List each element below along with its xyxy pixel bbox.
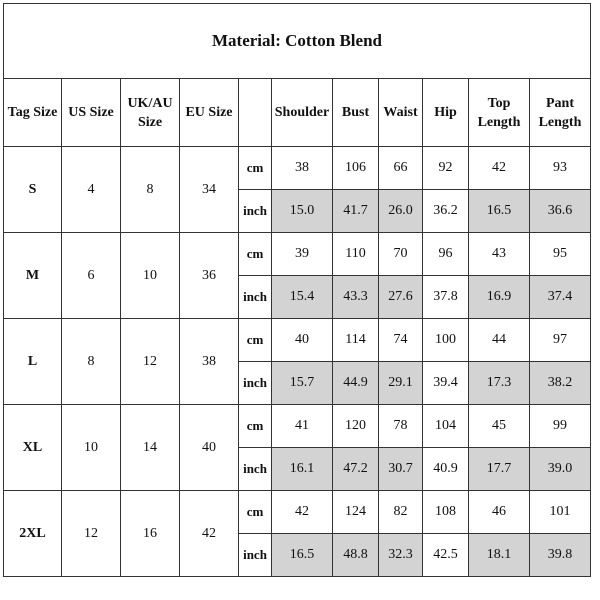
hip-cm-value: 104	[423, 405, 469, 448]
tag-size-cell: S	[4, 147, 62, 233]
bust-cm-value: 124	[333, 491, 379, 534]
unit-inch-label: inch	[239, 448, 272, 491]
unit-inch-label: inch	[239, 190, 272, 233]
waist-cm-value: 74	[379, 319, 423, 362]
unit-inch-label: inch	[239, 276, 272, 319]
pant-length-inch-value: 39.8	[530, 534, 591, 577]
hip-cm-value: 108	[423, 491, 469, 534]
hip-inch-value: 36.2	[423, 190, 469, 233]
uk-au-size-cell: 8	[121, 147, 180, 233]
unit-cm-label: cm	[239, 233, 272, 276]
uk-au-size-cell: 10	[121, 233, 180, 319]
us-size-cell: 8	[62, 319, 121, 405]
tag-size-cell: XL	[4, 405, 62, 491]
bust-cm-value: 106	[333, 147, 379, 190]
pant-length-cm-value: 95	[530, 233, 591, 276]
shoulder-cm-value: 38	[272, 147, 333, 190]
waist-inch-value: 30.7	[379, 448, 423, 491]
us-size-cell: 4	[62, 147, 121, 233]
tag-size-cell: L	[4, 319, 62, 405]
unit-inch-label: inch	[239, 362, 272, 405]
unit-inch-label: inch	[239, 534, 272, 577]
pant-length-cm-value: 99	[530, 405, 591, 448]
top-length-inch-value: 17.3	[469, 362, 530, 405]
header-shoulder: Shoulder	[272, 79, 333, 147]
hip-inch-value: 40.9	[423, 448, 469, 491]
bust-inch-value: 44.9	[333, 362, 379, 405]
size-row-cm	[4, 491, 591, 534]
top-length-cm-value: 44	[469, 319, 530, 362]
top-length-inch-value: 16.5	[469, 190, 530, 233]
header-eu-size: EU Size	[180, 79, 239, 147]
header-bust: Bust	[333, 79, 379, 147]
pant-length-inch-value: 38.2	[530, 362, 591, 405]
pant-length-inch-value: 39.0	[530, 448, 591, 491]
unit-cm-label: cm	[239, 491, 272, 534]
header-pant-length: Pant Length	[530, 79, 591, 147]
us-size-cell: 12	[62, 491, 121, 577]
header-row	[4, 79, 591, 147]
top-length-cm-value: 46	[469, 491, 530, 534]
uk-au-size-cell: 16	[121, 491, 180, 577]
header-top-length: Top Length	[469, 79, 530, 147]
bust-cm-value: 114	[333, 319, 379, 362]
unit-cm-label: cm	[239, 405, 272, 448]
bust-cm-value: 120	[333, 405, 379, 448]
waist-cm-value: 66	[379, 147, 423, 190]
hip-inch-value: 42.5	[423, 534, 469, 577]
bust-cm-value: 110	[333, 233, 379, 276]
top-length-inch-value: 16.9	[469, 276, 530, 319]
waist-inch-value: 32.3	[379, 534, 423, 577]
shoulder-cm-value: 41	[272, 405, 333, 448]
pant-length-inch-value: 36.6	[530, 190, 591, 233]
hip-cm-value: 100	[423, 319, 469, 362]
waist-inch-value: 26.0	[379, 190, 423, 233]
pant-length-inch-value: 37.4	[530, 276, 591, 319]
top-length-cm-value: 43	[469, 233, 530, 276]
hip-cm-value: 92	[423, 147, 469, 190]
header-us-size: US Size	[62, 79, 121, 147]
pant-length-cm-value: 93	[530, 147, 591, 190]
us-size-cell: 6	[62, 233, 121, 319]
material-title: Material: Cotton Blend	[4, 4, 591, 79]
header-uk-au-size: UK/AU Size	[121, 79, 180, 147]
us-size-cell: 10	[62, 405, 121, 491]
waist-cm-value: 78	[379, 405, 423, 448]
top-length-cm-value: 42	[469, 147, 530, 190]
uk-au-size-cell: 14	[121, 405, 180, 491]
pant-length-cm-value: 97	[530, 319, 591, 362]
title-row	[4, 4, 591, 79]
header-waist: Waist	[379, 79, 423, 147]
waist-inch-value: 27.6	[379, 276, 423, 319]
tag-size-cell: 2XL	[4, 491, 62, 577]
shoulder-inch-value: 15.4	[272, 276, 333, 319]
shoulder-cm-value: 39	[272, 233, 333, 276]
waist-inch-value: 29.1	[379, 362, 423, 405]
top-length-cm-value: 45	[469, 405, 530, 448]
bust-inch-value: 48.8	[333, 534, 379, 577]
unit-cm-label: cm	[239, 319, 272, 362]
header-hip: Hip	[423, 79, 469, 147]
top-length-inch-value: 17.7	[469, 448, 530, 491]
header-tag-size: Tag Size	[4, 79, 62, 147]
size-row-cm	[4, 405, 591, 448]
hip-inch-value: 39.4	[423, 362, 469, 405]
uk-au-size-cell: 12	[121, 319, 180, 405]
shoulder-cm-value: 42	[272, 491, 333, 534]
size-row-cm	[4, 319, 591, 362]
shoulder-inch-value: 16.5	[272, 534, 333, 577]
shoulder-inch-value: 16.1	[272, 448, 333, 491]
hip-cm-value: 96	[423, 233, 469, 276]
size-chart-table	[3, 3, 591, 577]
header-unit-blank	[239, 79, 272, 147]
pant-length-cm-value: 101	[530, 491, 591, 534]
eu-size-cell: 38	[180, 319, 239, 405]
bust-inch-value: 41.7	[333, 190, 379, 233]
eu-size-cell: 36	[180, 233, 239, 319]
tag-size-cell: M	[4, 233, 62, 319]
chart-body	[4, 4, 591, 577]
shoulder-inch-value: 15.0	[272, 190, 333, 233]
shoulder-cm-value: 40	[272, 319, 333, 362]
top-length-inch-value: 18.1	[469, 534, 530, 577]
eu-size-cell: 40	[180, 405, 239, 491]
waist-cm-value: 82	[379, 491, 423, 534]
size-row-cm	[4, 233, 591, 276]
eu-size-cell: 34	[180, 147, 239, 233]
shoulder-inch-value: 15.7	[272, 362, 333, 405]
unit-cm-label: cm	[239, 147, 272, 190]
waist-cm-value: 70	[379, 233, 423, 276]
bust-inch-value: 47.2	[333, 448, 379, 491]
bust-inch-value: 43.3	[333, 276, 379, 319]
hip-inch-value: 37.8	[423, 276, 469, 319]
size-row-cm	[4, 147, 591, 190]
eu-size-cell: 42	[180, 491, 239, 577]
